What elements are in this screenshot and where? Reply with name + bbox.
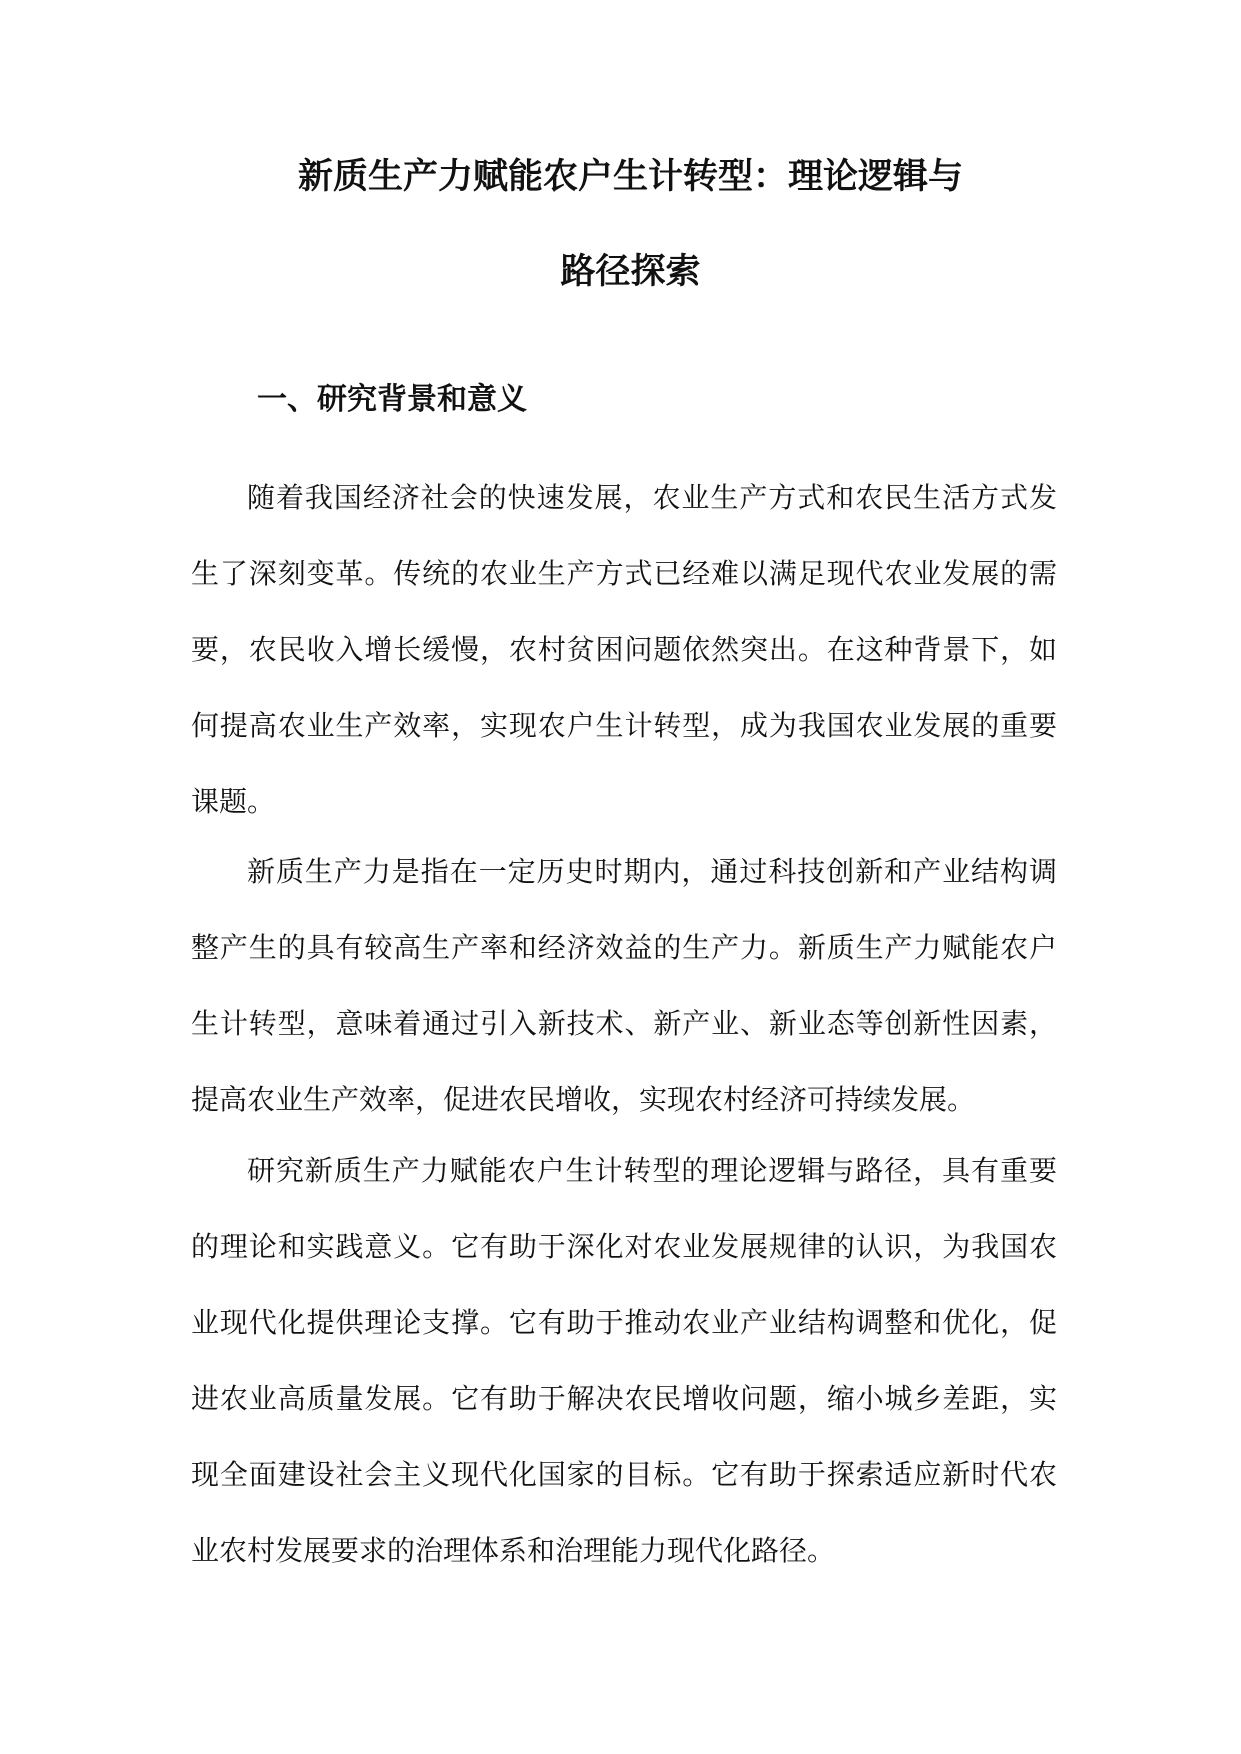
document-title-line-1: 新质生产力赋能农户生计转型：理论逻辑与 xyxy=(297,156,963,197)
document-title-line-2: 路径探索 xyxy=(560,251,701,292)
section-heading: 一、研究背景和意义 xyxy=(257,382,527,417)
paragraph-2: 新质生产力是指在一定历史时期内，通过科技创新和产业结构调整产生的具有较高生产率和经济效益的生产力。新质生产力赋能农户生计转型，意味着通过引入新技术、新产业、新业态等创新性因素，提高农业生产效率，促进农民增收，实现农村经济可持续发展。 xyxy=(191,855,1057,1116)
paragraph-3: 研究新质生产力赋能农户生计转型的理论逻辑与路径，具有重要的理论和实践意义。它有助于深化对农业发展规律的认识，为我国农业现代化提供理论支撑。它有助于推动农业产业结构调整和优化，促进农业高质量发展。它有助于解决农民增收问题，缩小城乡差距，实现全面建设社会主义现代化国家的目标。它有助于探索适应新时代农业农村发展要求的治理体系和治理能力现代化路径。 xyxy=(191,1154,1057,1567)
paragraph-1: 随着我国经济社会的快速发展，农业生产方式和农民生活方式发生了深刻变革。传统的农业生产方式已经难以满足现代农业发展的需要，农民收入增长缓慢，农村贫困问题依然突出。在这种背景下，如何提高农业生产效率，实现农户生计转型，成为我国农业发展的重要课题。 xyxy=(191,481,1057,818)
